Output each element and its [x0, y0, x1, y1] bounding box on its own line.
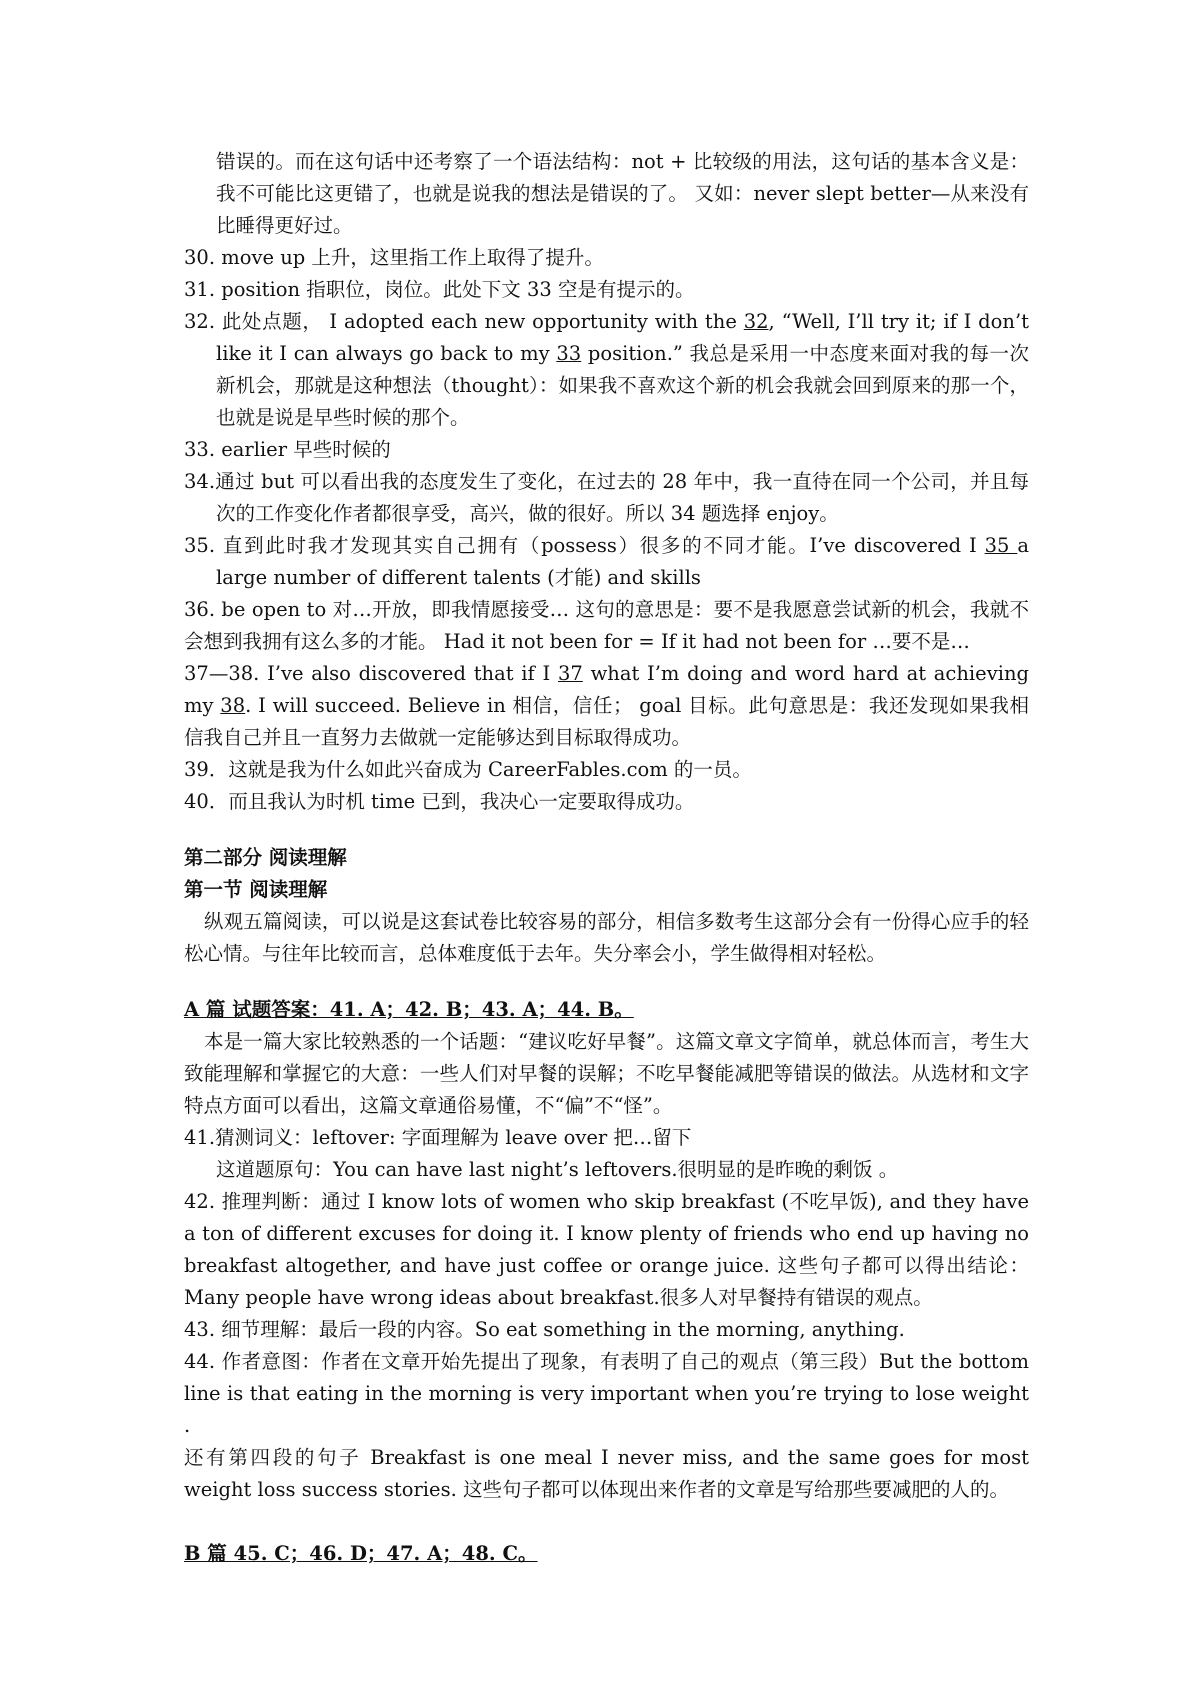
note-37-text-b: what I’m doing and word hard at achieving my — [184, 662, 1029, 717]
note-37-38 — [184, 658, 1029, 754]
section-heading-sub1: 第一节 阅读理解 — [184, 878, 328, 901]
blank-32: 32 — [743, 310, 769, 333]
spacer — [184, 1506, 1029, 1538]
note-35-text-b: a large number of different talents (才能) and skills — [216, 534, 1030, 589]
section-heading-part2: 第二部分 阅读理解 — [184, 846, 347, 869]
passage-b-answers: B 篇 45. C；46. D；47. A；48. C。 — [184, 1542, 538, 1565]
passage-a-intro: 本是一篇大家比较熟悉的一个话题：“建议吃好早餐”。这篇文章文字简单，就总体而言，考生大致能理解和掌握它的大意：一些人们对早餐的误解；不吃早餐能减肥等错误的做法。从选材和文字特点方面可以看出，这篇文章通俗易懂，不“偏”不“怪”。 — [184, 1030, 1029, 1117]
passage-a-q44-detail: 还有第四段的句子 Breakfast is one meal I never miss, and the same goes for most weight loss success stories. 这些句子都可以体现出来作者的文章是写给那些要减肥的人的。 — [184, 1446, 1029, 1501]
note-35 — [184, 530, 1029, 594]
blank-38: 38 — [220, 694, 246, 717]
spacer — [184, 970, 1029, 994]
passage-a-q41: 41.猜测词义：leftover: 字面理解为 leave over 把…留下 — [184, 1126, 692, 1149]
note-39: 39．这就是我为什么如此兴奋成为 CareerFables.com 的一员。 — [184, 758, 752, 781]
note-32-text-a: 32. 此处点题， I adopted each new opportunity with the — [184, 310, 744, 333]
note-36: 36. be open to 对…开放，即我情愿接受… 这句的意思是：要不是我愿意尝试新的机会，我就不会想到我拥有这么多的才能。 Had it not been for = If it had not been for …要不是… — [184, 598, 1029, 653]
passage-a-q44: 44. 作者意图：作者在文章开始先提出了现象，有表明了自己的观点（第三段）But the bottom line is that eating in the morning is very important when you’re trying to lose weight . — [184, 1350, 1029, 1437]
passage-a-q41-detail: 这道题原句：You can have last night’s leftovers.很明显的是昨晚的剩饭 。 — [216, 1158, 899, 1181]
passage-a-answers: A 篇 试题答案：41. A；42. B；43. A；44. B。 — [184, 998, 634, 1021]
note-40: 40．而且我认为时机 time 已到，我决心一定要取得成功。 — [184, 790, 695, 813]
note-37-text-c: . I will succeed. Believe in 相信，信任； goal 目标。此句意思是：我还发现如果我相信我自己并且一直努力去做就一定能够达到目标取得成功。 — [184, 694, 1029, 749]
note-33: 33. earlier 早些时候的 — [184, 438, 391, 461]
passage-a-q42: 42. 推理判断：通过 I know lots of women who skip breakfast (不吃早饭), and they have a ton of different excuses for doing it. I know plenty of friends who end up having no breakfast altogether, and have just coffee or orange juice. 这些句子都可以得出结论：Many people have wrong ideas about breakfast.很多人对早餐持有错误的观点。 — [184, 1190, 1029, 1309]
note-31: 31. position 指职位，岗位。此处下文 33 空是有提示的。 — [184, 278, 695, 301]
note-32-text-c: position.” 我总是采用一中态度来面对我的每一次新机会，那就是这种想法（thought）：如果我不喜欢这个新的机会我就会回到原来的那一个，也就是说是早些时候的那个。 — [216, 342, 1029, 429]
note-34: 34.通过 but 可以看出我的态度发生了变化，在过去的 28 年中，我一直待在同一个公司，并且每次的工作变化作者都很享受，高兴，做的很好。所以 34 题选择 enjoy。 — [184, 470, 1029, 525]
note-35-text-a: 35. 直到此时我才发现其实自己拥有（possess）很多的不同才能。I’ve discovered I — [184, 534, 985, 557]
blank-37: 37 — [557, 662, 583, 685]
blank-33: 33 — [556, 342, 582, 365]
note-32-text-b: , “Well, I’ll try it; if I don’t like it I can always go back to my — [216, 310, 1029, 365]
passage-a-q43: 43. 细节理解：最后一段的内容。So eat something in the morning, anything. — [184, 1318, 905, 1341]
page-content — [184, 146, 1029, 1570]
blank-35: 35 — [984, 534, 1018, 557]
note-30: 30. move up 上升，这里指工作上取得了提升。 — [184, 246, 604, 269]
note-32 — [184, 306, 1029, 434]
section-intro: 纵观五篇阅读，可以说是这套试卷比较容易的部分，相信多数考生这部分会有一份得心应手的轻松心情。与往年比较而言，总体难度低于去年。失分率会小，学生做得相对轻松。 — [184, 910, 1029, 965]
note-37-text-a: 37—38. I’ve also discovered that if I — [184, 662, 558, 685]
spacer — [184, 818, 1029, 842]
paragraph-continuation: 错误的。而在这句话中还考察了一个语法结构：not + 比较级的用法，这句话的基本含义是：我不可能比这更错了，也就是说我的想法是错误的了。 又如：never slept better—从来没有比睡得更好过。 — [216, 150, 1029, 237]
